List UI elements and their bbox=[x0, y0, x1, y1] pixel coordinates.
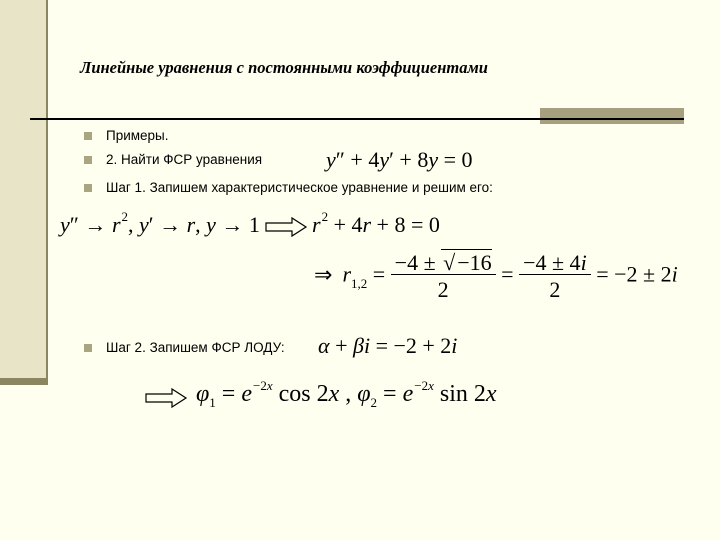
bullet-marker bbox=[84, 132, 92, 140]
left-sidebar-decoration bbox=[0, 0, 47, 384]
bullet-text-examples: Примеры. bbox=[106, 128, 169, 143]
title-accent-block bbox=[540, 108, 684, 124]
bullet-marker bbox=[84, 156, 92, 164]
sidebar-edge-line bbox=[46, 0, 48, 384]
characteristic-equation: $r^2 + 4r + 8 = 0$ bbox=[312, 209, 440, 237]
substitution-rule: $y'' \to r^2$, y′ → r, y → 1 bbox=[60, 209, 260, 237]
bullet-marker bbox=[84, 184, 92, 192]
bullet-text-find-fsr: 2. Найти ФСР уравнения bbox=[106, 152, 263, 167]
roots-fraction-2: $\frac{-4 \pm 4i}{2}$ bbox=[519, 252, 591, 301]
title-underline bbox=[30, 118, 684, 120]
alpha-beta-relation: α + βi = −2 + 2i bbox=[318, 333, 458, 358]
roots-fraction-1: $\frac{-4 \pm √-16}{2}$ bbox=[391, 252, 496, 301]
slide-title: Линейные уравнения с постоянными коэффициентами bbox=[80, 58, 488, 77]
result-arrow-icon bbox=[144, 387, 188, 409]
sidebar-foot-bar bbox=[0, 378, 48, 385]
roots-computation: ⇒ $r_{1,2}$ = $\frac{-4 \pm √-16}{2}$ = $\frac{-4 \pm 4i}{2}$ = −2 ± 2i bbox=[314, 250, 678, 302]
bullet-text-step2: Шаг 2. Запишем ФСР ЛОДУ: bbox=[106, 340, 285, 355]
fundamental-solutions: $\varphi_1 = e^{-2x}$ cos 2x , $\varphi_2 = e^{-2x}$ sin 2x bbox=[196, 378, 497, 410]
bullet-marker bbox=[84, 344, 92, 352]
ode-equation: y″ + 4y′ + 8y = 0 bbox=[326, 147, 473, 172]
implies-symbol: ⇒ bbox=[314, 261, 333, 287]
bullet-text-step1: Шаг 1. Запишем характеристическое уравнение и решим его: bbox=[106, 180, 493, 195]
implication-arrow-icon bbox=[264, 216, 308, 238]
